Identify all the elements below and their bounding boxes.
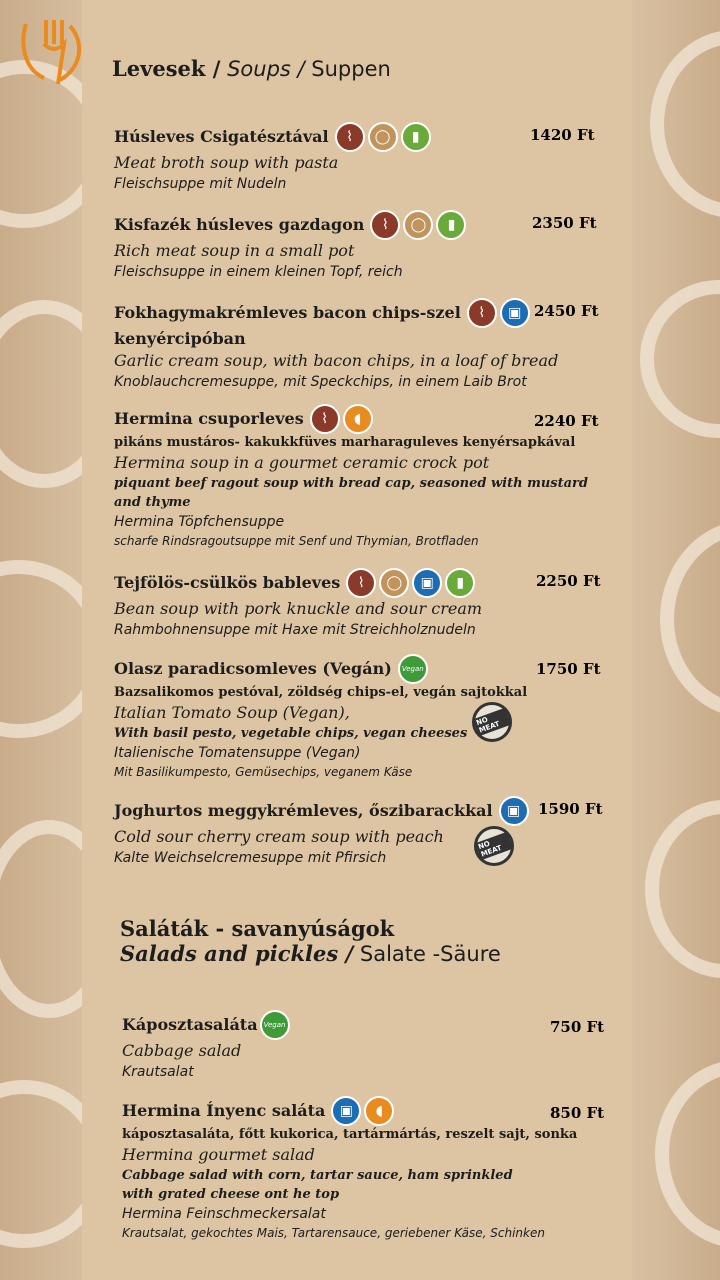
no-meat-label: NO MEAT [473,708,511,737]
vegan-icon: Vegan [260,1010,290,1040]
item-name-de: Fleischsuppe in einem kleinen Topf, reich [114,264,403,280]
item-name: Káposztasaláta [122,1015,258,1034]
milk-icon: ▣ [500,298,530,328]
menu-item [114,298,604,392]
item-name-en: Garlic cream soup, with bacon chips, in a loaf of bread [114,351,559,370]
menu-item [122,1010,612,1082]
gluten-icon: ⌇ [370,210,400,240]
right-ornament [630,0,720,1280]
item-name-en: Hermina soup in a gourmet ceramic crock pot [114,453,490,472]
item-desc-de: scharfe Rindsragoutsuppe mit Senf und Thymian, Brotfladen [114,534,479,548]
item-price: 2350 Ft [532,214,597,232]
milk-icon: ▣ [499,796,529,826]
item-price: 850 Ft [550,1104,605,1122]
menu-item [114,210,604,282]
item-name: Hermina csuporleves [114,409,304,428]
gluten-icon: ⌇ [335,122,365,152]
item-name-line2: kenyércipóban [114,329,246,348]
item-name-en: Bean soup with pork knuckle and sour cream [114,599,483,618]
item-name: Tejfölös-csülkös bableves [114,573,341,592]
item-desc-en: With basil pesto, vegetable chips, vegan cheeses [114,726,468,741]
salads-title-hu: Saláták - savanyúságok [120,916,395,941]
item-name-de: Krautsalat [122,1064,194,1080]
soups-title-en: Soups / [227,57,305,81]
salads-title-en: Salads and pickles / [120,941,354,966]
item-price: 750 Ft [550,1018,605,1036]
item-price: 1590 Ft [538,800,603,818]
item-name-de: Italienische Tomatensuppe (Vegan) [114,745,361,761]
celery-icon: ▮ [401,122,431,152]
celery-icon: ▮ [445,568,475,598]
item-desc-hu: Bazsalikomos pestóval, zöldség chips-el, vegán sajtokkal [114,685,528,700]
item-desc-en: piquant beef ragout soup with bread cap, seasoned with mustard and thyme [114,476,588,510]
menu-item [114,404,604,550]
menu-item [114,796,604,868]
item-name: Fokhagymakrémleves bacon chips-szel [114,303,461,322]
item-name-de: Hermina Feinschmeckersalat [122,1206,326,1222]
egg-icon: ◯ [403,210,433,240]
salads-title-de: Salate -Säure [359,942,501,966]
gluten-icon: ⌇ [346,568,376,598]
item-name: Kisfazék húsleves gazdagon [114,215,365,234]
item-name: Joghurtos meggykrémleves, őszibarackkal [114,801,493,820]
item-name-de: Rahmbohnensuppe mit Haxe mit Streichholznudeln [114,622,476,638]
milk-icon: ▣ [331,1096,361,1126]
soups-title-hu: Levesek / [112,56,221,81]
item-desc-en: Cabbage salad with corn, tartar sauce, ham sprinkled [122,1168,513,1183]
no-meat-icon [472,702,512,742]
milk-icon: ▣ [412,568,442,598]
mustard-icon: ◖ [343,404,373,434]
celery-icon: ▮ [436,210,466,240]
soups-heading [112,56,391,81]
item-desc-de: Krautsalat, gekochtes Mais, Tartarensauce, geriebener Käse, Schinken [122,1226,545,1240]
item-price: 1420 Ft [530,126,595,144]
item-desc-hu: pikáns mustáros- kakukkfüves marharaguleves kenyérsapkával [114,435,576,450]
item-name-de: Hermina Töpfchensuppe [114,514,285,530]
item-price: 1750 Ft [536,660,601,678]
no-meat-icon [474,826,514,866]
item-name: Hermina Ínyenc saláta [122,1101,326,1120]
item-name: Olasz paradicsomleves (Vegán) [114,659,392,678]
item-desc-hu: káposztasaláta, főtt kukorica, tartármártás, reszelt sajt, sonka [122,1127,578,1142]
item-name-de: Knoblauchcremesuppe, mit Speckchips, in einem Laib Brot [114,374,527,390]
restaurant-logo-icon [16,14,88,94]
item-price: 2250 Ft [536,572,601,590]
item-name-en: Meat broth soup with pasta [114,153,339,172]
item-name: Húsleves Csigatésztával [114,127,329,146]
item-name-de: Kalte Weichselcremesuppe mit Pfirsich [114,850,387,866]
menu-item [114,568,604,640]
item-name-de: Fleischsuppe mit Nudeln [114,176,287,192]
vegan-icon: Vegan [398,654,428,684]
item-name-en: Italian Tomato Soup (Vegan), [114,703,350,722]
salads-heading [120,916,501,966]
mustard-icon: ◖ [364,1096,394,1126]
item-price: 2450 Ft [534,302,599,320]
soups-title-de: Suppen [311,57,391,81]
egg-icon: ◯ [368,122,398,152]
item-desc-en-line2: with grated cheese ont he top [122,1187,340,1202]
item-name-en: Hermina gourmet salad [122,1145,315,1164]
no-meat-label: NO MEAT [475,832,513,861]
egg-icon: ◯ [379,568,409,598]
gluten-icon: ⌇ [467,298,497,328]
item-desc-de: Mit Basilikumpesto, Gemüsechips, veganem Käse [114,765,413,779]
menu-item [114,654,604,781]
gluten-icon: ⌇ [310,404,340,434]
item-name-en: Cabbage salad [122,1041,242,1060]
menu-item [122,1096,612,1242]
item-price: 2240 Ft [534,412,599,430]
item-name-en: Cold sour cherry cream soup with peach [114,827,444,846]
item-name-en: Rich meat soup in a small pot [114,241,355,260]
